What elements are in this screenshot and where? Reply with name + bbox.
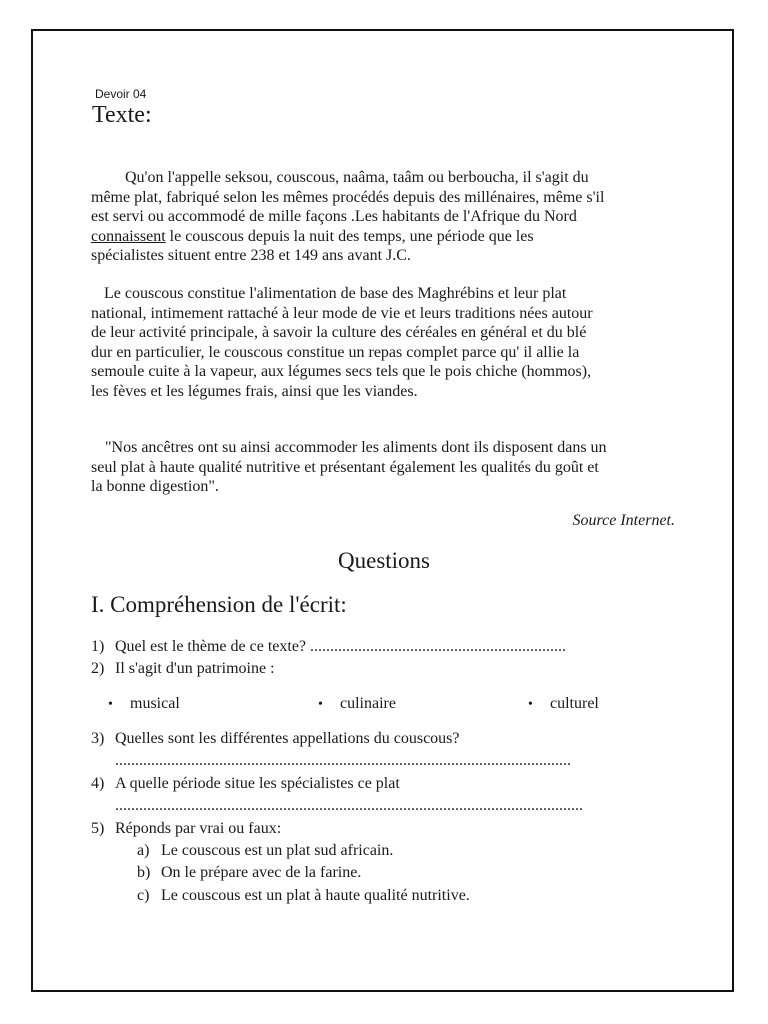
sub-question-text: Le couscous est un plat sud africain. — [161, 842, 394, 859]
sub-question-text: Le couscous est un plat à haute qualité nutritive. — [161, 887, 470, 904]
text-line: "Nos ancêtres ont su ainsi accommoder les aliments dont ils disposent dans un — [105, 439, 607, 456]
sub-question-letter: a) — [137, 842, 150, 859]
option-culturel — [528, 695, 599, 713]
bullet-icon: • — [318, 697, 323, 712]
text-line: national, intimement rattaché à leur mode de vie et leurs traditions nées autour — [91, 304, 593, 322]
paragraph-2 — [91, 284, 681, 402]
sub-question-c — [137, 887, 470, 905]
text-line: dur en particulier, le couscous constitue un repas complet parce qu' il allie la — [91, 343, 580, 361]
sub-question-b — [137, 864, 361, 882]
question-text: Il s'agit d'un patrimoine : — [115, 660, 275, 677]
answer-dots: ..................................................................................................................... — [115, 797, 583, 814]
text-line: Qu'on l'appelle seksou, couscous, naâma, taâm ou berboucha, il s'agit du — [125, 169, 589, 186]
paragraph-3-quote — [91, 438, 681, 497]
question-text: Quel est le thème de ce texte? ................................................................ — [115, 638, 567, 655]
section-heading: I. Compréhension de l'écrit: — [91, 592, 347, 617]
sub-question-letter: c) — [137, 887, 150, 904]
text-line: Le couscous constitue l'alimentation de base des Maghrébins et leur plat — [104, 285, 567, 302]
option-label: culturel — [550, 695, 599, 712]
option-label: musical — [130, 695, 180, 712]
question-text: Réponds par vrai ou faux: — [115, 820, 282, 837]
text-line: de leur activité principale, à savoir la culture des céréales en général et du blé — [91, 324, 587, 342]
question-number: 3) — [91, 730, 105, 747]
text-heading: Texte: — [92, 102, 152, 128]
question-text: Quelles sont les différentes appellations du couscous? — [115, 730, 460, 747]
text-line: seul plat à haute qualité nutritive et présentant également les qualités du goût et — [91, 458, 599, 476]
option-label: culinaire — [340, 695, 396, 712]
text-line: les fèves et les légumes frais, ainsi que les viandes. — [91, 382, 418, 400]
question-text: A quelle période situe les spécialistes ce plat — [115, 775, 400, 792]
sub-question-a — [137, 842, 393, 860]
text-line-rest: le couscous depuis la nuit des temps, une période que les — [165, 227, 534, 245]
option-culinaire — [318, 695, 396, 713]
answer-dots: .................................................................................................................. — [115, 752, 571, 769]
text-line — [91, 227, 681, 247]
paragraph-1 — [91, 168, 681, 266]
sub-question-text: On le prépare avec de la farine. — [161, 864, 362, 881]
bullet-icon: • — [108, 697, 113, 712]
question-number: 2) — [91, 660, 105, 677]
bullet-icon: • — [528, 697, 533, 712]
text-line: semoule cuite à la vapeur, aux légumes secs tels que le pois chiche (hommos), — [91, 363, 592, 381]
sub-question-letter: b) — [137, 864, 151, 881]
source-citation: Source Internet. — [572, 512, 675, 529]
text-line: même plat, fabriqué selon les mêmes procédés depuis des millénaires, même s'il — [91, 188, 605, 206]
question-5 — [91, 820, 281, 838]
text-line: la bonne digestion". — [91, 478, 219, 496]
text-line: est servi ou accommodé de mille façons .Les habitants de l'Afrique du Nord — [91, 208, 577, 226]
assignment-label: Devoir 04 — [95, 87, 147, 101]
question-number: 1) — [91, 638, 105, 655]
option-musical — [108, 695, 180, 713]
underlined-word: connaissent — [91, 227, 166, 245]
question-2 — [91, 660, 275, 678]
question-3 — [91, 730, 460, 748]
question-number: 5) — [91, 820, 105, 837]
questions-heading: Questions — [338, 548, 430, 573]
question-1 — [91, 638, 566, 656]
question-number: 4) — [91, 775, 105, 792]
text-line: spécialistes situent entre 238 et 149 ans avant J.C. — [91, 247, 411, 265]
question-4 — [91, 775, 400, 793]
